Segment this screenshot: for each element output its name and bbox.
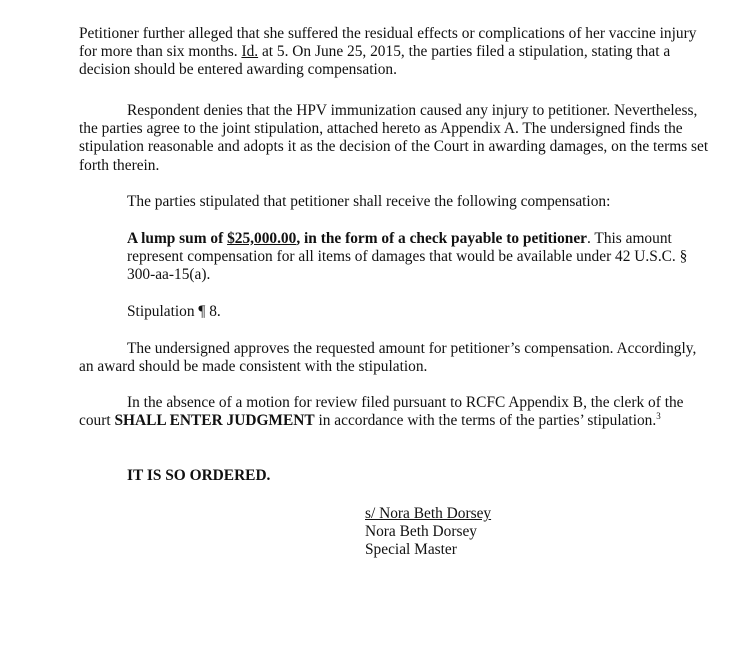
lump-sum-label: A lump sum of xyxy=(127,230,228,247)
lump-sum-amount: $25,000.00 xyxy=(227,230,297,247)
paragraph-text: Respondent denies that the HPV immunization caused any injury to petitioner. Nevertheless, the parties agree to the joint stipulation, attached hereto as Appendix A. The undersigned finds the stipulation reasonable and adopts it as the decision of the Court in awarding damages, on the terms set forth therein. xyxy=(79,102,709,174)
order-statement xyxy=(127,467,709,485)
paragraph-stipulated-compensation xyxy=(127,193,709,211)
signer-title: Special Master xyxy=(365,541,457,558)
paragraph-text: in accordance with the terms of the parties’ stipulation. xyxy=(314,412,657,430)
paragraph-text: The parties stipulated that petitioner shall receive the following compensation: xyxy=(127,193,611,210)
judgment-directive: SHALL ENTER JUDGMENT xyxy=(114,412,315,430)
paragraph-text: The undersigned approves the requested amount for petitioner’s compensation. Accordingly, an award should be made consistent with the stipulation. xyxy=(79,340,697,376)
paragraph-approval xyxy=(79,340,709,376)
order-text: IT IS SO ORDERED. xyxy=(127,467,271,484)
paragraph-text: Petitioner further alleged that she suffered the residual effects or complications of her vaccine injury for more than six months. xyxy=(79,25,697,61)
paragraph-respondent-denial xyxy=(79,102,709,175)
signer-name: Nora Beth Dorsey xyxy=(365,523,477,540)
paragraph-text: . This amount represent compensation for all items of damages that would be available under 42 U.S.C. § 300-aa-15(a). xyxy=(127,230,688,284)
paragraph-text: Stipulation ¶ 8. xyxy=(127,303,221,320)
citation-id: Id. xyxy=(241,43,259,61)
footnote-marker: 3 xyxy=(656,411,661,422)
paragraph-judgment xyxy=(79,394,709,430)
lump-sum-payment-form: , in the form of a check payable to petitioner xyxy=(296,230,587,247)
paragraph-petitioner-allegations xyxy=(79,25,709,80)
paragraph-lump-sum xyxy=(127,230,709,285)
electronic-signature: s/ Nora Beth Dorsey xyxy=(365,505,492,522)
paragraph-stipulation-reference xyxy=(127,303,709,321)
signature-block xyxy=(365,505,491,559)
paragraph-text: at 5. On June 25, 2015, the parties filed a stipulation, stating that a decision should be entered awarding compensation. xyxy=(79,43,671,79)
paragraph-text: In the absence of a motion for review filed pursuant to RCFC Appendix B, the clerk of the court xyxy=(79,394,684,430)
